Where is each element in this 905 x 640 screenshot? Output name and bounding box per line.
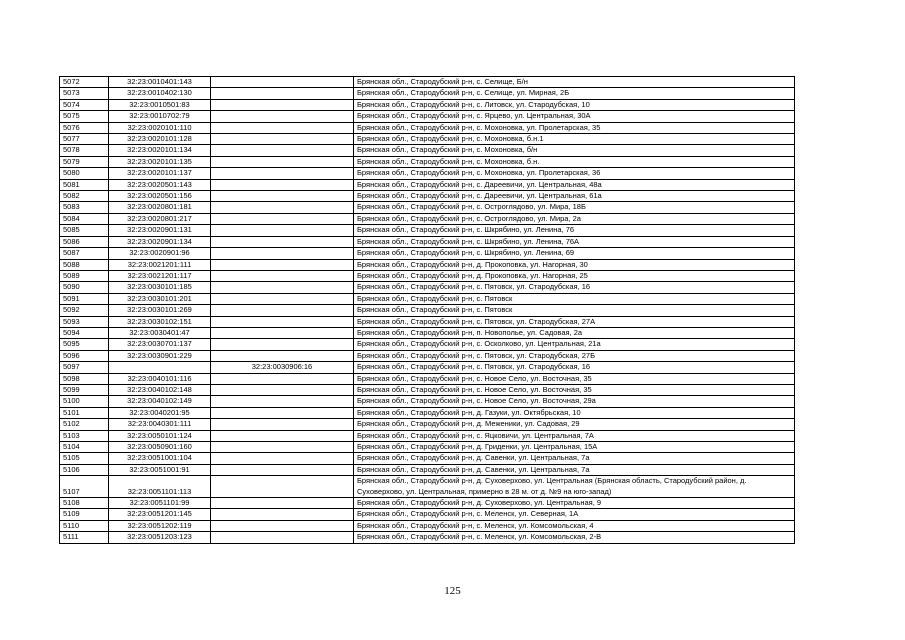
address-cell: Брянская обл., Стародубский р-н, с. Пятовск, ул. Стародубская, 16 xyxy=(354,282,795,293)
table-row xyxy=(60,442,795,453)
related-cadastral-number-cell xyxy=(211,77,354,88)
table-row xyxy=(60,419,795,430)
cadastral-number-cell: 32:23:0051203:123 xyxy=(109,532,211,543)
table-row xyxy=(60,111,795,122)
row-number-cell: 5088 xyxy=(60,259,109,270)
related-cadastral-number-cell xyxy=(211,384,354,395)
cadastral-number-cell: 32:23:0030701:137 xyxy=(109,339,211,350)
row-number-cell: 5085 xyxy=(60,225,109,236)
table-row xyxy=(60,134,795,145)
row-number-cell: 5103 xyxy=(60,430,109,441)
related-cadastral-number-cell xyxy=(211,453,354,464)
row-number-cell: 5097 xyxy=(60,362,109,373)
row-number-cell: 5106 xyxy=(60,464,109,475)
row-number-cell: 5099 xyxy=(60,384,109,395)
table-row xyxy=(60,453,795,464)
row-number-cell: 5072 xyxy=(60,77,109,88)
cadastral-number-cell: 32:23:0020101:134 xyxy=(109,145,211,156)
page-number: 125 xyxy=(444,585,461,597)
row-number-cell: 5087 xyxy=(60,248,109,259)
related-cadastral-number-cell: 32:23:0030906:16 xyxy=(211,362,354,373)
cadastral-number-cell: 32:23:0040301:111 xyxy=(109,419,211,430)
cadastral-number-cell: 32:23:0040201:95 xyxy=(109,407,211,418)
cadastral-number-cell: 32:23:0051101:99 xyxy=(109,498,211,509)
row-number-cell: 5107 xyxy=(60,476,109,498)
related-cadastral-number-cell xyxy=(211,419,354,430)
cadastral-number-cell: 32:23:0010402:130 xyxy=(109,88,211,99)
cadastral-number-cell: 32:23:0040102:149 xyxy=(109,396,211,407)
table-row xyxy=(60,213,795,224)
related-cadastral-number-cell xyxy=(211,122,354,133)
address-cell: Брянская обл., Стародубский р-н, с. Дареевичи, ул. Центральная, 48а xyxy=(354,179,795,190)
related-cadastral-number-cell xyxy=(211,498,354,509)
row-number-cell: 5073 xyxy=(60,88,109,99)
address-cell: Брянская обл., Стародубский р-н, с. Дареевичи, ул. Центральная, 61а xyxy=(354,191,795,202)
address-cell: Брянская обл., Стародубский р-н, с. Селище, Б/н xyxy=(354,77,795,88)
address-cell: Брянская обл., Стародубский р-н, д. Суховерхово, ул. Центральная, 9 xyxy=(354,498,795,509)
address-cell: Брянская обл., Стародубский р-н, с. Яцковичи, ул. Центральная, 7А xyxy=(354,430,795,441)
table-row xyxy=(60,270,795,281)
cadastral-number-cell: 32:23:0020801:217 xyxy=(109,213,211,224)
table-row xyxy=(60,384,795,395)
address-cell: Брянская обл., Стародубский р-н, п. Новополье, ул. Садовая, 2а xyxy=(354,327,795,338)
cadastral-number-cell xyxy=(109,362,211,373)
address-cell: Брянская обл., Стародубский р-н, с. Пятовск, ул. Стародубская, 27Б xyxy=(354,350,795,361)
cadastral-number-cell: 32:23:0020101:128 xyxy=(109,134,211,145)
related-cadastral-number-cell xyxy=(211,339,354,350)
table-row xyxy=(60,145,795,156)
cadastral-number-cell: 32:23:0010702:79 xyxy=(109,111,211,122)
cadastral-number-cell: 32:23:0051201:145 xyxy=(109,509,211,520)
address-cell: Брянская обл., Стародубский р-н, с. Пятовск, ул. Стародубская, 27А xyxy=(354,316,795,327)
row-number-cell: 5075 xyxy=(60,111,109,122)
related-cadastral-number-cell xyxy=(211,407,354,418)
related-cadastral-number-cell xyxy=(211,509,354,520)
row-number-cell: 5093 xyxy=(60,316,109,327)
table-row xyxy=(60,259,795,270)
table-row xyxy=(60,509,795,520)
address-cell: Брянская обл., Стародубский р-н, д. Газуки, ул. Октябрьская, 10 xyxy=(354,407,795,418)
table-row xyxy=(60,282,795,293)
address-cell: Брянская обл., Стародубский р-н, с. Осколково, ул. Центральная, 21а xyxy=(354,339,795,350)
cadastral-number-cell: 32:23:0030901:229 xyxy=(109,350,211,361)
table-row xyxy=(60,316,795,327)
address-cell: Брянская обл., Стародубский р-н, с. Мохоновка, б/н xyxy=(354,145,795,156)
address-cell: Брянская обл., Стародубский р-н, с. Меленск, ул. Северная, 1А xyxy=(354,509,795,520)
cadastral-number-cell: 32:23:0030102:151 xyxy=(109,316,211,327)
related-cadastral-number-cell xyxy=(211,282,354,293)
row-number-cell: 5095 xyxy=(60,339,109,350)
address-cell: Брянская обл., Стародубский р-н, с. Шкрябино, ул. Ленина, 76А xyxy=(354,236,795,247)
related-cadastral-number-cell xyxy=(211,532,354,543)
cadastral-number-cell: 32:23:0021201:117 xyxy=(109,270,211,281)
related-cadastral-number-cell xyxy=(211,270,354,281)
related-cadastral-number-cell xyxy=(211,373,354,384)
cadastral-number-cell: 32:23:0040102:148 xyxy=(109,384,211,395)
related-cadastral-number-cell xyxy=(211,99,354,110)
cadastral-number-cell: 32:23:0020101:135 xyxy=(109,156,211,167)
row-number-cell: 5077 xyxy=(60,134,109,145)
table-row xyxy=(60,191,795,202)
row-number-cell: 5096 xyxy=(60,350,109,361)
row-number-cell: 5100 xyxy=(60,396,109,407)
row-number-cell: 5109 xyxy=(60,509,109,520)
cadastral-number-cell: 32:23:0020101:137 xyxy=(109,168,211,179)
address-cell: Брянская обл., Стародубский р-н, с. Мохоновка, ул. Пролетарская, 35 xyxy=(354,122,795,133)
row-number-cell: 5084 xyxy=(60,213,109,224)
row-number-cell: 5111 xyxy=(60,532,109,543)
row-number-cell: 5101 xyxy=(60,407,109,418)
cadastral-number-cell: 32:23:0051101:113 xyxy=(109,476,211,498)
table-row xyxy=(60,362,795,373)
registry-table-body xyxy=(60,77,795,544)
cadastral-number-cell: 32:23:0030101:201 xyxy=(109,293,211,304)
related-cadastral-number-cell xyxy=(211,191,354,202)
table-row xyxy=(60,305,795,316)
address-cell: Брянская обл., Стародубский р-н, с. Шкрябино, ул. Ленина, 69 xyxy=(354,248,795,259)
row-number-cell: 5090 xyxy=(60,282,109,293)
related-cadastral-number-cell xyxy=(211,476,354,498)
cadastral-number-cell: 32:23:0030401:47 xyxy=(109,327,211,338)
table-row xyxy=(60,156,795,167)
related-cadastral-number-cell xyxy=(211,293,354,304)
row-number-cell: 5074 xyxy=(60,99,109,110)
cadastral-number-cell: 32:23:0051202:119 xyxy=(109,520,211,531)
table-row xyxy=(60,532,795,543)
row-number-cell: 5076 xyxy=(60,122,109,133)
row-number-cell: 5094 xyxy=(60,327,109,338)
table-row xyxy=(60,327,795,338)
address-cell: Брянская обл., Стародубский р-н, д. Савенки, ул. Центральная, 7а xyxy=(354,464,795,475)
table-row xyxy=(60,339,795,350)
related-cadastral-number-cell xyxy=(211,259,354,270)
row-number-cell: 5082 xyxy=(60,191,109,202)
related-cadastral-number-cell xyxy=(211,145,354,156)
related-cadastral-number-cell xyxy=(211,213,354,224)
row-number-cell: 5110 xyxy=(60,520,109,531)
address-cell: Брянская обл., Стародубский р-н, с. Селище, ул. Мирная, 2Б xyxy=(354,88,795,99)
address-cell: Брянская обл., Стародубский р-н, с. Меленск, ул. Комсомольская, 2-В xyxy=(354,532,795,543)
related-cadastral-number-cell xyxy=(211,327,354,338)
row-number-cell: 5091 xyxy=(60,293,109,304)
row-number-cell: 5104 xyxy=(60,442,109,453)
address-cell: Брянская обл., Стародубский р-н, с. Меленск, ул. Комсомольская, 4 xyxy=(354,520,795,531)
cadastral-number-cell: 32:23:0021201:111 xyxy=(109,259,211,270)
related-cadastral-number-cell xyxy=(211,464,354,475)
related-cadastral-number-cell xyxy=(211,430,354,441)
address-cell: Брянская обл., Стародубский р-н, с. Новое Село, ул. Восточная, 35 xyxy=(354,373,795,384)
table-row xyxy=(60,225,795,236)
row-number-cell: 5108 xyxy=(60,498,109,509)
cadastral-number-cell: 32:23:0010501:83 xyxy=(109,99,211,110)
table-row xyxy=(60,236,795,247)
row-number-cell: 5105 xyxy=(60,453,109,464)
cadastral-number-cell: 32:23:0020801:181 xyxy=(109,202,211,213)
address-cell: Брянская обл., Стародубский р-н, с. Мохоновка, б.н.1 xyxy=(354,134,795,145)
table-row xyxy=(60,99,795,110)
row-number-cell: 5086 xyxy=(60,236,109,247)
table-row xyxy=(60,202,795,213)
related-cadastral-number-cell xyxy=(211,88,354,99)
related-cadastral-number-cell xyxy=(211,179,354,190)
address-cell: Брянская обл., Стародубский р-н, с. Новое Село, ул. Восточная, 35 xyxy=(354,384,795,395)
address-cell: Брянская обл., Стародубский р-н, с. Мохоновка, ул. Пролетарская, 36 xyxy=(354,168,795,179)
row-number-cell: 5079 xyxy=(60,156,109,167)
related-cadastral-number-cell xyxy=(211,156,354,167)
related-cadastral-number-cell xyxy=(211,442,354,453)
address-cell: Брянская обл., Стародубский р-н, с. Остроглядово, ул. Мира, 18Б xyxy=(354,202,795,213)
table-row xyxy=(60,77,795,88)
cadastral-number-cell: 32:23:0050901:160 xyxy=(109,442,211,453)
address-cell: Брянская обл., Стародубский р-н, д. Суховерхово, ул. Центральная (Брянская область, Стародубский район, д. Суховерхово, ул. Центральная, примерно в 28 м. от д. №9 на юго-запад) xyxy=(354,476,795,498)
row-number-cell: 5098 xyxy=(60,373,109,384)
related-cadastral-number-cell xyxy=(211,248,354,259)
table-row xyxy=(60,520,795,531)
related-cadastral-number-cell xyxy=(211,168,354,179)
related-cadastral-number-cell xyxy=(211,350,354,361)
address-cell: Брянская обл., Стародубский р-н, с. Пятовск, ул. Стародубская, 16 xyxy=(354,362,795,373)
cadastral-number-cell: 32:23:0010401:143 xyxy=(109,77,211,88)
table-row xyxy=(60,498,795,509)
address-cell: Брянская обл., Стародубский р-н, д. Савенки, ул. Центральная, 7а xyxy=(354,453,795,464)
address-cell: Брянская обл., Стародубский р-н, с. Мохоновка, б.н. xyxy=(354,156,795,167)
row-number-cell: 5081 xyxy=(60,179,109,190)
table-row xyxy=(60,122,795,133)
related-cadastral-number-cell xyxy=(211,396,354,407)
table-row xyxy=(60,293,795,304)
registry-table xyxy=(59,76,795,544)
cadastral-number-cell: 32:23:0020901:134 xyxy=(109,236,211,247)
address-cell: Брянская обл., Стародубский р-н, с. Шкрябино, ул. Ленина, 76 xyxy=(354,225,795,236)
address-cell: Брянская обл., Стародубский р-н, с. Пятовск xyxy=(354,305,795,316)
table-row xyxy=(60,168,795,179)
cadastral-number-cell: 32:23:0020501:143 xyxy=(109,179,211,190)
related-cadastral-number-cell xyxy=(211,134,354,145)
table-row xyxy=(60,179,795,190)
cadastral-number-cell: 32:23:0030101:185 xyxy=(109,282,211,293)
address-cell: Брянская обл., Стародубский р-н, д. Прокоповка, ул. Нагорная, 30 xyxy=(354,259,795,270)
related-cadastral-number-cell xyxy=(211,316,354,327)
row-number-cell: 5092 xyxy=(60,305,109,316)
table-row xyxy=(60,396,795,407)
row-number-cell: 5102 xyxy=(60,419,109,430)
address-cell: Брянская обл., Стародубский р-н, с. Новое Село, ул. Восточная, 29а xyxy=(354,396,795,407)
cadastral-number-cell: 32:23:0030101:269 xyxy=(109,305,211,316)
related-cadastral-number-cell xyxy=(211,520,354,531)
cadastral-number-cell: 32:23:0020101:110 xyxy=(109,122,211,133)
address-cell: Брянская обл., Стародубский р-н, д. Гриденки, ул. Центральная, 15А xyxy=(354,442,795,453)
table-row xyxy=(60,464,795,475)
address-cell: Брянская обл., Стародубский р-н, с. Остроглядово, ул. Мира, 2а xyxy=(354,213,795,224)
row-number-cell: 5083 xyxy=(60,202,109,213)
related-cadastral-number-cell xyxy=(211,236,354,247)
cadastral-number-cell: 32:23:0020501:156 xyxy=(109,191,211,202)
table-row xyxy=(60,407,795,418)
related-cadastral-number-cell xyxy=(211,225,354,236)
address-cell: Брянская обл., Стародубский р-н, д. Меженики, ул. Садовая, 29 xyxy=(354,419,795,430)
cadastral-number-cell: 32:23:0020901:131 xyxy=(109,225,211,236)
address-cell: Брянская обл., Стародубский р-н, с. Ярцево, ул. Центральная, 30А xyxy=(354,111,795,122)
cadastral-number-cell: 32:23:0050101:124 xyxy=(109,430,211,441)
table-row xyxy=(60,350,795,361)
cadastral-number-cell: 32:23:0040101:116 xyxy=(109,373,211,384)
row-number-cell: 5080 xyxy=(60,168,109,179)
cadastral-number-cell: 32:23:0051001:104 xyxy=(109,453,211,464)
cadastral-number-cell: 32:23:0020901:96 xyxy=(109,248,211,259)
table-row xyxy=(60,430,795,441)
table-row xyxy=(60,248,795,259)
related-cadastral-number-cell xyxy=(211,202,354,213)
row-number-cell: 5089 xyxy=(60,270,109,281)
cadastral-number-cell: 32:23:0051001:91 xyxy=(109,464,211,475)
address-cell: Брянская обл., Стародубский р-н, с. Пятовск xyxy=(354,293,795,304)
related-cadastral-number-cell xyxy=(211,305,354,316)
related-cadastral-number-cell xyxy=(211,111,354,122)
address-cell: Брянская обл., Стародубский р-н, с. Литовск, ул. Стародубская, 10 xyxy=(354,99,795,110)
address-cell: Брянская обл., Стародубский р-н, д. Прокоповка, ул. Нагорная, 25 xyxy=(354,270,795,281)
table-row xyxy=(60,88,795,99)
table-row xyxy=(60,476,795,498)
table-row xyxy=(60,373,795,384)
row-number-cell: 5078 xyxy=(60,145,109,156)
